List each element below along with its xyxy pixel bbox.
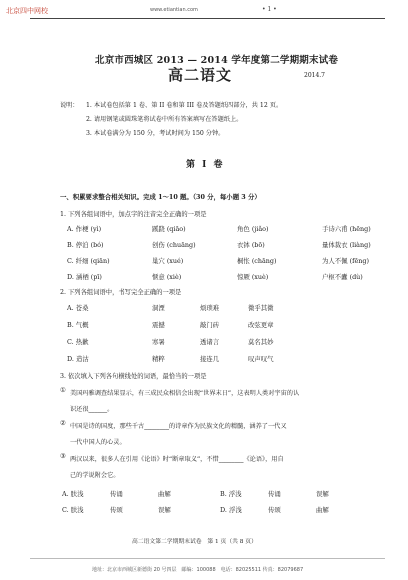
option-text: C. 肤浅 (62, 506, 84, 514)
header-rule (30, 18, 385, 19)
option-text: 传诵 (110, 490, 123, 498)
q3-sentence-line: 两汉以来，很多人在引用《论语》时“断章取义”，不惜________《论语》，用自 (70, 456, 284, 463)
page-marker: • 1 • (262, 6, 277, 13)
footer-rule (30, 558, 385, 559)
instruction-item: 3. 本试卷满分为 150 分，考试时间为 150 分钟。 (86, 130, 225, 137)
option-text: 改弦更章 (248, 321, 274, 329)
option-text: 衣钵 (bō) (237, 241, 265, 249)
option-text: 惬意 (xiè) (152, 273, 182, 281)
option-text: D. 浮浅 (220, 506, 242, 514)
instruction-item: 1. 本试卷包括第 1 卷、第 II 卷和第 III 卷及答题纸四部分，共 12 页。 (86, 102, 283, 109)
q2-option-a (67, 303, 274, 312)
instruction-item: 2. 请用钢笔或圆珠笔将试卷中所有答案填写在答题纸上。 (86, 116, 243, 123)
option-text: 惊厥 (xuè) (237, 273, 269, 281)
option-text: 为人不佩 (fēng) (322, 257, 369, 265)
option-text: 传颂 (110, 506, 123, 514)
option-text: 寒暑 (152, 338, 165, 346)
q2-option-d (67, 354, 274, 363)
option-text: 误解 (316, 490, 329, 498)
q2-option-c (67, 337, 274, 346)
option-text: A. 作梗 (yì) (67, 225, 102, 233)
option-text: A. 苍桑 (67, 304, 89, 312)
q3-sentence-line: 识还很______。 (70, 406, 114, 413)
option-text: B. 停泊 (bó) (67, 241, 104, 249)
q2-option-b (67, 320, 274, 329)
exam-title: 北京市西城区 2013 — 2014 学年度第二学期期末试卷 (95, 55, 339, 66)
option-text: 接连几 (200, 355, 220, 363)
q1-option-c (67, 256, 369, 265)
option-text: A. 肤浅 (62, 490, 84, 498)
option-text: 叹声叹气 (248, 355, 274, 363)
school-banner: 北京四中网校 (6, 7, 48, 15)
q3-sentence-line: 一代中国人的心灵。 (70, 439, 126, 446)
option-text: C. 纤细 (qiān) (67, 257, 110, 265)
item-number: ② (60, 420, 66, 427)
option-text: 洞湮 (152, 304, 165, 312)
option-text: B. 气概 (67, 321, 89, 329)
exam-subject: 高二语文 (168, 66, 233, 84)
section-heading: 一、积累要求整合相关知识。完成 1～10 题。（30 分，每小题 3 分） (60, 193, 261, 201)
page-footer: 高二语文第二学期期末试卷 第 1 页（共 8 页） (132, 539, 257, 545)
option-text: 桐怅 (chāng) (237, 257, 277, 265)
option-text: 精粹 (152, 355, 165, 363)
exam-date: 2014.7 (304, 72, 325, 79)
question-1-stem: 1. 下列各组词语中，加点字的注音完全正确的一项是 (60, 211, 207, 218)
option-text: 透诸言 (200, 338, 220, 346)
site-url: www.etiantian.com (150, 7, 198, 13)
q3-sentence-line: 美国玛雅调查结果显示，有三成民众相信会出现“世界末日”，这表明人类对宇宙的认 (70, 390, 300, 397)
q1-option-b (67, 240, 371, 249)
option-text: B. 浮浅 (220, 490, 242, 498)
option-text: 量体裁衣 (liàng) (322, 241, 371, 249)
option-text: C. 热歉 (67, 338, 89, 346)
q3-sentence-line: 中国是诗的国度，那些千古________的诗章作为民族文化的精髓，涵养了一代又 (70, 423, 287, 430)
footer-address: 地址：北京市西城区新德街 20 号四层 邮编：100088 电话：82025511 传真：82079687 (92, 567, 304, 573)
option-text: D. 涵栖 (pī) (67, 273, 102, 281)
instructions-label: 说明： (60, 102, 79, 109)
option-text: 莫名其妙 (248, 338, 274, 346)
option-text: 角色 (jiǎo) (237, 225, 269, 233)
option-text: 巢穴 (xué) (152, 257, 184, 265)
option-text: 敲门砖 (200, 321, 220, 329)
volume-heading: 第 I 卷 (186, 160, 225, 170)
option-text: 微乎其微 (248, 304, 274, 312)
option-text: 手诗六甫 (hēng) (322, 225, 371, 233)
option-text: 曲解 (316, 506, 329, 514)
option-text: 震撼 (152, 321, 165, 329)
option-text: 创伤 (chuāng) (152, 241, 196, 249)
question-3-stem: 3. 依次填入下列各句横线处的词语，最恰当的一项是 (60, 373, 207, 380)
option-text: 户枢不蠹 (dù) (322, 273, 363, 281)
q3-options-row (62, 505, 329, 514)
option-text: 曲解 (158, 490, 171, 498)
q1-option-a (67, 224, 371, 233)
option-text: 蹊跷 (qiāo) (152, 225, 186, 233)
q3-sentence-line: 己的学说附会它。 (70, 472, 120, 479)
q3-options-row (62, 489, 329, 498)
q1-option-d (67, 272, 363, 281)
question-2-stem: 2. 下列各组词语中，书写完全正确的一项是 (60, 289, 182, 296)
option-text: D. 造沽 (67, 355, 89, 363)
option-text: 传颂 (268, 506, 281, 514)
option-text: 传诵 (268, 490, 281, 498)
item-number: ① (60, 387, 66, 394)
item-number: ③ (60, 453, 66, 460)
option-text: 误解 (158, 506, 171, 514)
option-text: 烦琐难 (200, 304, 220, 312)
